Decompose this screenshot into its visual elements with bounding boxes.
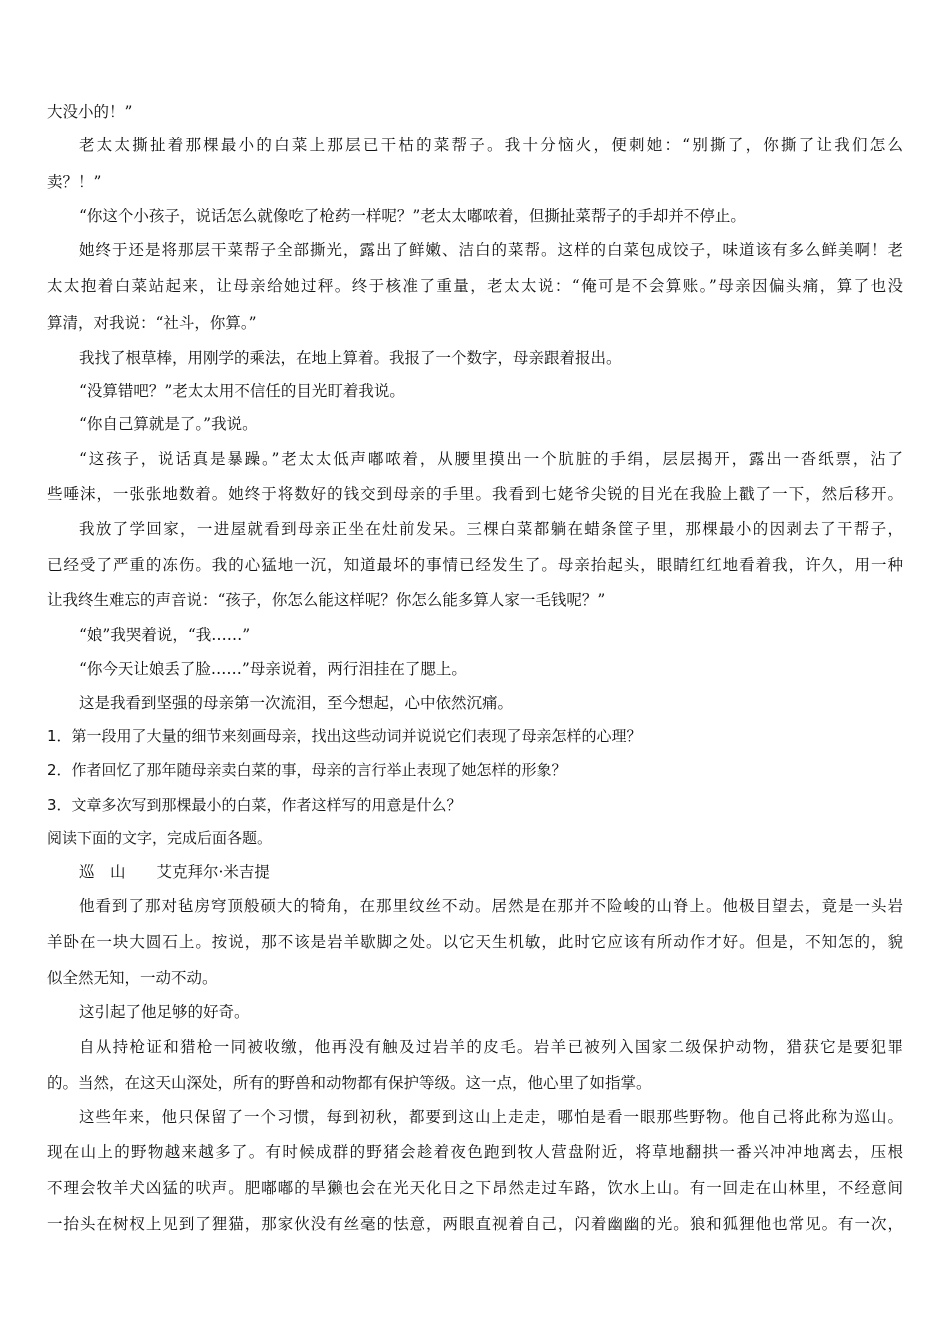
article-title: 巡 山 艾克拜尔·米吉提: [79, 863, 270, 881]
text-line: 这些年来，他只保留了一个习惯，每到初秋，都要到这山上走走，哪怕是看一眼那些野物。他自己将此称为巡山。: [79, 1108, 903, 1126]
question-1: 1．第一段用了大量的细节来刻画母亲，找出这些动词并说说它们表现了母亲怎样的心理？: [47, 727, 642, 745]
text-line: 大没小的！”: [47, 103, 133, 121]
text-line: 羊卧在一块大圆石上。按说，那不该是岩羊歇脚之处。以它天生机敏，此时它应该有所动作才好。但是，不知怎的，貌: [47, 933, 903, 951]
question-2: 2．作者回忆了那年随母亲卖白菜的事，母亲的言行举止表现了她怎样的形象？: [47, 761, 567, 779]
text-line: 卖？！”: [47, 173, 102, 191]
text-line: 一抬头在树杈上见到了狸猫，那家伙没有丝毫的怯意，两眼直视着自己，闪着幽幽的光。狼和狐狸他也常见。有一次，: [47, 1215, 903, 1233]
text-line: 些唾沫，一张张地数着。她终于将数好的钱交到母亲的手里。我看到七姥爷尖锐的目光在我脸上戳了一下，然后移开。: [47, 485, 903, 503]
text-line: 我放了学回家，一进屋就看到母亲正坐在灶前发呆。三棵白菜都躺在蜡条筐子里，那棵最小的因剥去了干帮子，: [79, 520, 903, 538]
text-line: 算清，对我说：“社斗，你算。”: [47, 314, 257, 332]
text-line: 这是我看到坚强的母亲第一次流泪，至今想起，心中依然沉痛。: [79, 694, 514, 712]
text-line: 的。当然，在这天山深处，所有的野兽和动物都有保护等级。这一点，他心里了如指掌。: [47, 1074, 652, 1092]
text-line: “你自己算就是了。”我说。: [79, 415, 258, 433]
text-line: 似全然无知，一动不动。: [47, 969, 218, 987]
text-line: 他看到了那对毡房穹顶般硕大的犄角，在那里纹丝不动。居然是在那并不险峻的山脊上。他极目望去，竟是一头岩: [79, 897, 903, 915]
instruction: 阅读下面的文字，完成后面各题。: [47, 829, 273, 847]
question-3: 3．文章多次写到那棵最小的白菜，作者这样写的用意是什么？: [47, 796, 462, 814]
text-line: 太太抱着白菜站起来，让母亲给她过秤。终于核准了重量，老太太说：“俺可是不会算账。”母亲因偏头痛，算了也没: [47, 277, 903, 295]
text-line: 我找了根草棒，用刚学的乘法，在地上算着。我报了一个数字，母亲跟着报出。: [79, 349, 622, 367]
text-line: “你这个小孩子，说话怎么就像吃了枪药一样呢？”老太太嘟哝着，但撕扯菜帮子的手却并不停止。: [79, 207, 746, 225]
text-line: 老太太撕扯着那棵最小的白菜上那层已干枯的菜帮子。我十分恼火，便刺她：“别撕了，你撕了让我们怎么: [79, 136, 903, 154]
text-line: 自从持枪证和猎枪一同被收缴，他再没有触及过岩羊的皮毛。岩羊已被列入国家二级保护动物，猎获它是要犯罪: [79, 1038, 903, 1056]
text-line: 现在山上的野物越来越多了。有时候成群的野猪会趁着夜色跑到牧人营盘附近，将草地翻拱一番兴冲冲地离去，压根: [47, 1143, 903, 1161]
text-line: 让我终生难忘的声音说：“孩子，你怎么能这样呢？你怎么能多算人家一毛钱呢？”: [47, 591, 606, 609]
text-line: 不理会牧羊犬凶猛的吠声。肥嘟嘟的旱獭也会在光天化日之下昂然走过车路，饮水上山。有一回走在山林里，不经意间: [47, 1179, 903, 1197]
text-line: “这孩子，说话真是暴躁。”老太太低声嘟哝着，从腰里摸出一个肮脏的手绢，层层揭开，露出一沓纸票，沾了: [79, 450, 903, 468]
text-line: 她终于还是将那层干菜帮子全部撕光，露出了鲜嫩、洁白的菜帮。这样的白菜包成饺子，味道该有多么鲜美啊！老: [79, 241, 903, 259]
text-line: “娘”我哭着说，“我……”: [79, 626, 251, 644]
text-line: 已经受了严重的冻伤。我的心猛地一沉，知道最坏的事情已经发生了。母亲抬起头，眼睛红红地看着我，许久，用一种: [47, 556, 903, 574]
text-line: “你今天让娘丢了脸……”母亲说着，两行泪挂在了腮上。: [79, 660, 467, 678]
text-line: 这引起了他足够的好奇。: [79, 1003, 250, 1021]
text-line: “没算错吧？”老太太用不信任的目光盯着我说。: [79, 382, 405, 400]
